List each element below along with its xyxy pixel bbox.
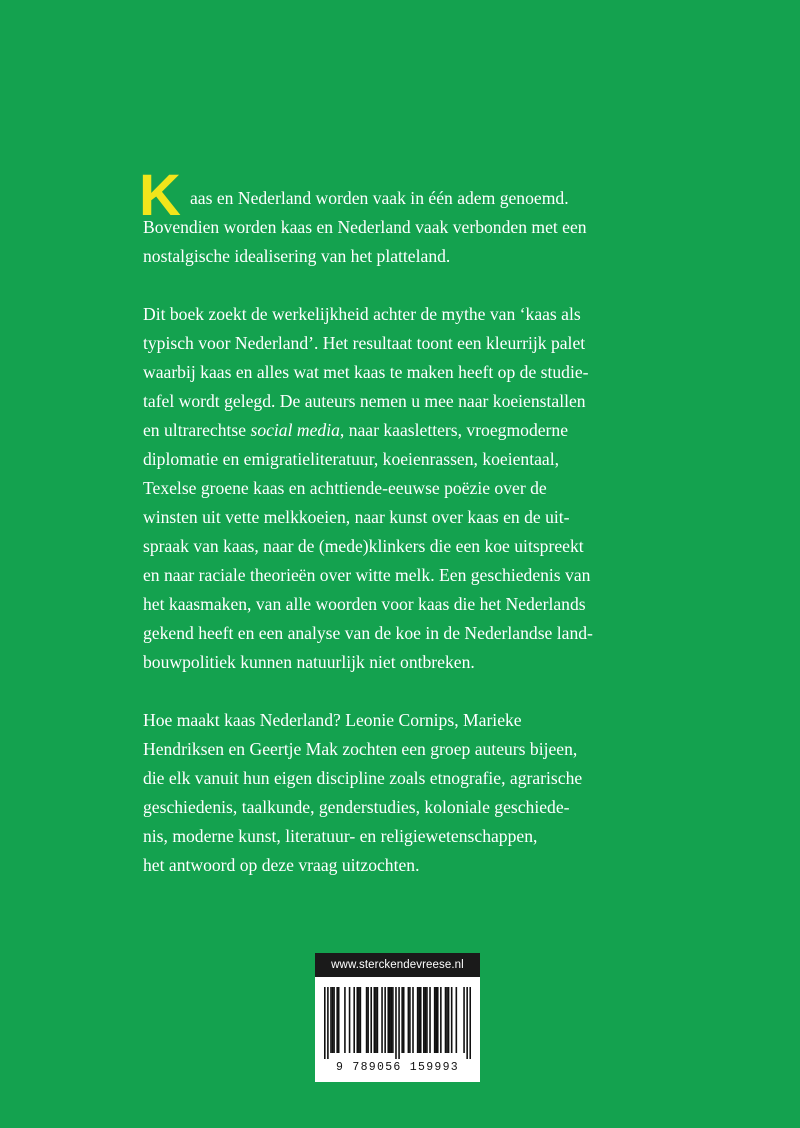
blurb-line: nis, moderne kunst, literatuur- en religiewetenschappen, bbox=[143, 826, 538, 846]
barcode-bar bbox=[344, 987, 346, 1053]
blurb-paragraph-2 bbox=[143, 300, 643, 677]
barcode-bar bbox=[332, 987, 334, 1053]
barcode-bar bbox=[434, 987, 436, 1053]
blurb-line: bouwpolitiek kunnen natuurlijk niet ontbreken. bbox=[143, 652, 475, 672]
blurb-line: winsten uit vette melkkoeien, naar kunst over kaas en de uit- bbox=[143, 507, 570, 527]
barcode-bar bbox=[412, 987, 414, 1053]
barcode-bar bbox=[384, 987, 386, 1053]
blurb-line: tafel wordt gelegd. De auteurs nemen u mee naar koeienstallen bbox=[143, 391, 586, 411]
barcode-bar bbox=[391, 987, 393, 1053]
barcode-bar bbox=[353, 987, 355, 1053]
barcode-bar bbox=[426, 987, 428, 1053]
blurb-line: aas en Nederland worden vaak in één adem genoemd. bbox=[190, 188, 569, 208]
barcode-bar bbox=[377, 987, 379, 1053]
blurb-line: en naar raciale theorieën over witte melk. Een geschiedenis van bbox=[143, 565, 591, 585]
blurb-line: nostalgische idealisering van het platteland. bbox=[143, 246, 451, 266]
blurb-line: diplomatie en emigratieliteratuur, koeienrassen, koeientaal, bbox=[143, 449, 560, 469]
barcode-bar bbox=[330, 987, 332, 1053]
blurb-line: geschiedenis, taalkunde, genderstudies, koloniale geschiede- bbox=[143, 797, 570, 817]
barcode-bar bbox=[387, 987, 389, 1053]
barcode-bar bbox=[333, 987, 335, 1053]
barcode-bar bbox=[463, 987, 465, 1053]
barcode-bar bbox=[403, 987, 405, 1053]
barcode-bar bbox=[336, 987, 338, 1053]
back-cover-blurb bbox=[139, 163, 643, 880]
barcode-bar bbox=[409, 987, 411, 1053]
barcode-bar bbox=[435, 987, 437, 1053]
barcode-bar bbox=[418, 987, 420, 1053]
blurb-line: die elk vanuit hun eigen discipline zoals etnografie, agrarische bbox=[143, 768, 583, 788]
barcode-bar bbox=[425, 987, 427, 1053]
barcode-bar bbox=[451, 987, 453, 1053]
blurb-line: gekend heeft en een analyse van de koe in de Nederlandse land- bbox=[143, 623, 593, 643]
barcode-bar bbox=[389, 987, 391, 1053]
line-text: , naar kaasletters, vroegmoderne bbox=[339, 420, 569, 440]
barcode-bar bbox=[420, 987, 422, 1053]
barcode-bar bbox=[367, 987, 369, 1053]
barcode-bar bbox=[408, 987, 410, 1053]
blurb-line: typisch voor Nederland’. Het resultaat toont een kleurrijk palet bbox=[143, 333, 586, 353]
barcode-bar bbox=[358, 987, 360, 1053]
isbn-number: 9 789056 159993 bbox=[335, 1061, 460, 1074]
blurb-line: het antwoord op deze vraag uitzochten. bbox=[143, 855, 420, 875]
barcode-bar bbox=[469, 987, 471, 1059]
blurb-line: het kaasmaken, van alle woorden voor kaas die het Nederlands bbox=[143, 594, 586, 614]
barcode-bar bbox=[392, 987, 394, 1053]
barcode-bar bbox=[429, 987, 431, 1053]
barcode-bar bbox=[466, 987, 468, 1059]
barcode-bar bbox=[327, 987, 329, 1059]
barcode-bar bbox=[338, 987, 340, 1053]
italic-phrase: social media bbox=[250, 420, 340, 440]
barcode-bar bbox=[381, 987, 383, 1053]
blurb-paragraph-1 bbox=[139, 163, 643, 271]
barcode-bar bbox=[395, 987, 397, 1059]
barcode-bar bbox=[417, 987, 419, 1053]
barcode-bar bbox=[360, 987, 362, 1053]
barcode-bar bbox=[374, 987, 376, 1053]
barcode-bar bbox=[356, 987, 358, 1053]
barcode-bar bbox=[456, 987, 458, 1053]
blurb-line: Hoe maakt kaas Nederland? Leonie Cornips, Marieke bbox=[143, 710, 522, 730]
barcode-bar bbox=[324, 987, 326, 1059]
blurb-line: Hendriksen en Geertje Mak zochten een groep auteurs bijeen, bbox=[143, 739, 578, 759]
barcode-bar bbox=[375, 987, 377, 1053]
barcode-bar bbox=[448, 987, 450, 1053]
barcode-bar bbox=[366, 987, 368, 1053]
barcode-bar bbox=[370, 987, 372, 1053]
blurb-line: Dit boek zoekt de werkelijkheid achter de mythe van ‘kaas als bbox=[143, 304, 581, 324]
blurb-paragraph-3 bbox=[143, 706, 643, 880]
blurb-line: spraak van kaas, naar de (mede)klinkers die een koe uitspreekt bbox=[143, 536, 584, 556]
barcode-bar bbox=[440, 987, 442, 1053]
barcode-bar bbox=[423, 987, 425, 1053]
blurb-line: Bovendien worden kaas en Nederland vaak verbonden met een bbox=[143, 217, 587, 237]
barcode-bar bbox=[349, 987, 351, 1053]
barcode-label bbox=[315, 953, 480, 1082]
blurb-line: Texelse groene kaas en achttiende-eeuwse poëzie over de bbox=[143, 478, 547, 498]
barcode-bar bbox=[445, 987, 447, 1053]
barcode-bar bbox=[398, 987, 400, 1059]
publisher-url: www.sterckendevreese.nl bbox=[315, 953, 480, 977]
barcode-bar bbox=[401, 987, 403, 1053]
blurb-line: waarbij kaas en alles wat met kaas te maken heeft op de studie- bbox=[143, 362, 589, 382]
isbn-barcode bbox=[324, 987, 471, 1059]
dropcap-letter: K bbox=[139, 163, 181, 228]
blurb-line-italic-mix bbox=[143, 416, 643, 445]
barcode-bar bbox=[446, 987, 448, 1053]
barcode-bar bbox=[437, 987, 439, 1053]
line-text: en ultrarechtse bbox=[143, 420, 251, 440]
